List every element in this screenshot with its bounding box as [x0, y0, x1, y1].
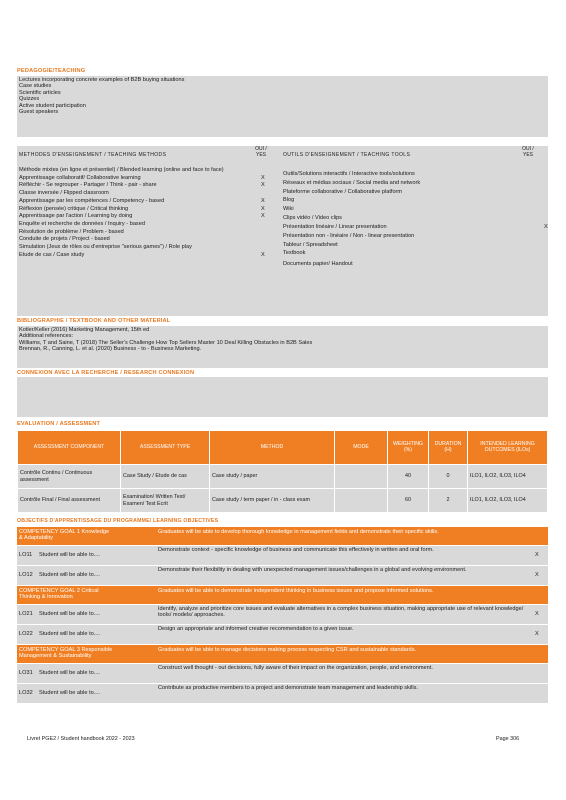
evaluation-cell-ilos: ILO1, ILO2, ILO3, ILO4	[468, 465, 548, 489]
teaching-method-label: Apprentissage par les compétences / Competency - based	[19, 197, 165, 204]
pedagogy-line: Guest speakers	[19, 109, 59, 116]
competency-goal-row	[17, 586, 548, 605]
competency-goal-description: Graduates will be able to develop thorough knowledge in management fields and demonstrate their specific skills.	[158, 529, 439, 535]
teaching-method-yes-mark: X	[261, 205, 265, 212]
teaching-method-item	[19, 229, 249, 235]
teaching-tool-item	[283, 206, 523, 212]
learning-outcome-mark: X	[535, 631, 539, 637]
learning-outcome-code: LO31	[19, 670, 33, 676]
learning-outcome-text: Identify, analyze and prioritize core issues and evaluate alternatives in a complex business situation, making appropriate use of relevant knowledge/ tools/ models/ approaches.	[158, 606, 524, 619]
research-title: CONNEXION AVEC LA RECHERCHE / RESEARCH CONNEXION	[17, 370, 195, 376]
teaching-methods-header: METHODES D'ENSEIGNEMENT / TEACHING METHODS	[19, 152, 167, 158]
pedagogy-line: Scientific articles	[19, 89, 61, 96]
teaching-tool-label: Blog	[283, 197, 295, 204]
teaching-tool-label: Réseaux et médias sociaux / Social media and network	[283, 179, 421, 186]
learning-outcome-row	[17, 605, 548, 625]
learning-outcome-text: Design an appropriate and informed creative recommendation to a given issue.	[158, 626, 354, 632]
teaching-method-yes-mark: X	[261, 213, 265, 220]
learning-outcome-text: Construct well thought - out decisions, fully aware of their impact on the organization, people, and environment.	[158, 665, 433, 671]
teaching-tool-label: Présentation non - linéaire / Non - linear presentation	[283, 232, 415, 239]
teaching-tool-item	[283, 215, 523, 221]
teaching-method-label: Apprentissage par l'action / Learning by doing	[19, 213, 133, 220]
competency-goal-row	[17, 527, 548, 546]
teaching-tool-label: Outils/Solutions interactifs / Interactive tools/solutions	[283, 171, 415, 177]
teaching-method-item	[19, 174, 265, 181]
competency-goal-name: COMPETENCY GOAL 1 Knowledge & Adaptability	[19, 529, 110, 542]
teaching-method-item	[19, 251, 265, 258]
evaluation-cell-weight: 40	[388, 465, 429, 489]
eval-header-duration: DURATION (H)	[429, 431, 468, 465]
learning-outcome-row	[17, 625, 548, 645]
evaluation-cell-component: Contrôle Continu / Continuous assessment	[18, 465, 121, 489]
teaching-method-item	[19, 244, 249, 250]
teaching-method-label: Réflexion (pensée) critique / Critical thinking	[19, 205, 129, 212]
learning-outcome-code: LO11	[19, 552, 33, 558]
teaching-tool-label: Clips vidéo / Video clips	[283, 215, 342, 222]
teaching-tool-item	[283, 189, 523, 195]
teaching-tool-label: Textbook	[283, 250, 306, 257]
eval-header-weighting: WEIGHTING (%)	[388, 431, 429, 465]
teaching-tool-item	[283, 180, 523, 186]
pedagogy-line: Quizzes	[19, 96, 40, 103]
bibliography-title: BIBLIOGRAPHIE / TEXTBOOK AND OTHER MATERIAL	[17, 318, 171, 324]
teaching-method-item	[19, 182, 265, 189]
learning-outcome-text: Contribute as productive members to a project and demonstrate team management and leadership skills.	[158, 685, 418, 691]
teaching-tool-label: Tableur / Spreadsheet	[283, 241, 338, 248]
learning-outcome-code: LO22	[19, 631, 33, 637]
learning-outcome-code: LO21	[19, 611, 33, 617]
competency-goal-description: Graduates will be able to manage decisions making process respecting CSR and sustainable standards.	[158, 647, 417, 653]
oui-yes-right: OUI / YES	[522, 146, 534, 158]
teaching-tool-label: Documents papier/ Handout	[283, 260, 353, 267]
learning-outcome-mark: X	[535, 611, 539, 617]
competency-goal-name: COMPETENCY GOAL 2 Critical Thinking & Innovation	[19, 588, 99, 601]
learning-outcome-label: Student will be able to....	[39, 670, 100, 676]
evaluation-cell-duration: 2	[429, 489, 468, 513]
learning-outcome-row	[17, 684, 548, 704]
teaching-method-item	[19, 213, 265, 220]
pedagogy-line: Case studies	[19, 83, 52, 90]
teaching-method-yes-mark: X	[261, 182, 265, 189]
eval-header-type: ASSESSMENT TYPE	[121, 431, 210, 465]
bibliography-line: Brennan, R., Canning, L. et al. (2020) Business - to - Business Marketing.	[19, 346, 202, 353]
learning-outcome-text: Demonstrate their flexibility in dealing with unexpected management issues/challenges in a global and evolving environment.	[158, 567, 467, 573]
teaching-tools-header: OUTILS D'ENSEIGNEMENT / TEACHING TOOLS	[283, 152, 411, 158]
evaluation-cell-type: Examination/ Written Test/ Examen/ Test Ecrit	[121, 489, 210, 513]
evaluation-cell-ilos: ILO1, ILO2, ILO3, ILO4	[468, 489, 548, 513]
teaching-tool-item	[283, 171, 523, 177]
teaching-method-label: Etude de cas / Case study	[19, 251, 85, 258]
teaching-method-label: Résolution de problème / Problem - based	[19, 228, 124, 235]
bibliography-box	[17, 326, 548, 368]
teaching-method-label: Méthode mixtes (en ligne et présentiel) / Blended learning (online and face to face)	[19, 167, 224, 173]
teaching-method-item	[19, 197, 265, 204]
evaluation-cell-mode	[335, 489, 388, 513]
learning-outcome-code: LO32	[19, 690, 33, 696]
evaluation-cell-component: Contrôle Final / Final assessment	[18, 489, 121, 513]
teaching-method-item	[19, 221, 249, 227]
evaluation-table	[17, 430, 548, 513]
footer-page-number: Page 306	[496, 736, 520, 742]
evaluation-cell-duration: 0	[429, 465, 468, 489]
teaching-method-yes-mark: X	[261, 197, 265, 204]
teaching-tool-label: Wiki	[283, 206, 294, 213]
teaching-tool-yes-mark: X	[544, 223, 548, 230]
eval-header-method: METHOD	[210, 431, 335, 465]
learning-outcome-label: Student will be able to....	[39, 572, 100, 578]
evaluation-cell-method: Case study / term paper / in - class exam	[210, 489, 335, 513]
eval-header-component: ASSESSMENT COMPONENT	[18, 431, 121, 465]
learning-outcome-label: Student will be able to....	[39, 631, 100, 637]
methods-box	[17, 146, 548, 316]
teaching-method-label: Classe inversée / Flipped classroom	[19, 190, 109, 197]
evaluation-cell-weight: 60	[388, 489, 429, 513]
pedagogy-box	[17, 76, 548, 137]
pedagogy-line: Active student participation	[19, 102, 86, 109]
teaching-tool-item	[283, 197, 523, 203]
teaching-method-label: Simulation (Jeux de rôles ou d'entreprise "serious games") / Role play	[19, 244, 192, 251]
teaching-tool-label: Plateforme collaborative / Collaborative platform	[283, 188, 403, 195]
evaluation-cell-method: Case study / paper	[210, 465, 335, 489]
teaching-method-item	[19, 167, 249, 173]
bibliography-line: Williams, T and Saine, T (2018) The Seller's Challenge How Top Sellers Master 10 Deal Killing Obstacles in B2B Sales	[19, 339, 313, 346]
learning-outcome-label: Student will be able to....	[39, 611, 100, 617]
teaching-method-label: Conduite de projets / Project - based	[19, 236, 110, 243]
learning-outcome-mark: X	[535, 572, 539, 578]
competency-goal-row	[17, 645, 548, 664]
learning-outcome-row	[17, 664, 548, 684]
teaching-tool-item	[283, 261, 523, 267]
learning-objectives-title: OBJECTIFS D'APPRENTISSAGE DU PROGRAMME/ LEARNING OBJECTIVES	[17, 518, 219, 524]
learning-outcome-label: Student will be able to....	[39, 690, 100, 696]
teaching-method-yes-mark: X	[261, 174, 265, 181]
research-box	[17, 377, 548, 417]
pedagogy-title: PEDAGOGIE/TEACHING	[17, 68, 86, 74]
evaluation-title: EVALUATION / ASSESSMENT	[17, 421, 101, 427]
eval-header-mode: MODE	[335, 431, 388, 465]
teaching-tool-item	[283, 233, 523, 239]
competency-goal-description: Graduates will be able to demonstrate independent thinking in business issues and propose informed solutions.	[158, 588, 434, 594]
teaching-method-yes-mark: X	[261, 251, 265, 258]
teaching-tool-item	[283, 223, 548, 230]
evaluation-cell-mode	[335, 465, 388, 489]
evaluation-row	[18, 465, 548, 489]
teaching-method-label: Apprentissage collaboratif/ Collaborative learning	[19, 174, 141, 181]
learning-outcome-mark: X	[535, 552, 539, 558]
bibliography-line: Kotler/Keller (2016) Marketing Management, 15th ed	[19, 327, 150, 333]
teaching-method-item	[19, 190, 249, 196]
teaching-tool-item	[283, 242, 523, 248]
teaching-method-item	[19, 205, 265, 212]
evaluation-cell-type: Case Study / Etude de cas	[121, 465, 210, 489]
evaluation-row	[18, 489, 548, 513]
competency-goal-name: COMPETENCY GOAL 3 Responsible Management & Sustainability	[19, 647, 113, 660]
learning-outcome-label: Student will be able to....	[39, 552, 100, 558]
teaching-method-label: Réfléchir - Se regrouper - Partager / Think - pair - share	[19, 182, 157, 189]
learning-outcome-text: Demonstrate context - specific knowledge of business and communicate this effectively in written and oral form.	[158, 547, 434, 553]
footer-left: Livret PGE2 / Student handbook 2022 - 2023	[27, 736, 135, 742]
bibliography-line: Additional references:	[19, 333, 74, 340]
teaching-tool-label: Présentation linéaire / Linear presentation	[283, 223, 387, 230]
teaching-method-label: Enquête et recherche de données / Inquiry - based	[19, 221, 145, 228]
learning-outcome-code: LO12	[19, 572, 33, 578]
learning-outcome-row	[17, 546, 548, 566]
oui-yes-left: OUI / YES	[255, 146, 267, 158]
pedagogy-line: Lectures incorporating concrete examples of B2B buying situations	[19, 77, 185, 83]
eval-header-ilos: INTENDED LEARNING OUTCOMES (ILOs)	[468, 431, 548, 465]
teaching-tool-item	[283, 250, 523, 256]
learning-outcome-row	[17, 566, 548, 586]
teaching-method-item	[19, 236, 249, 242]
